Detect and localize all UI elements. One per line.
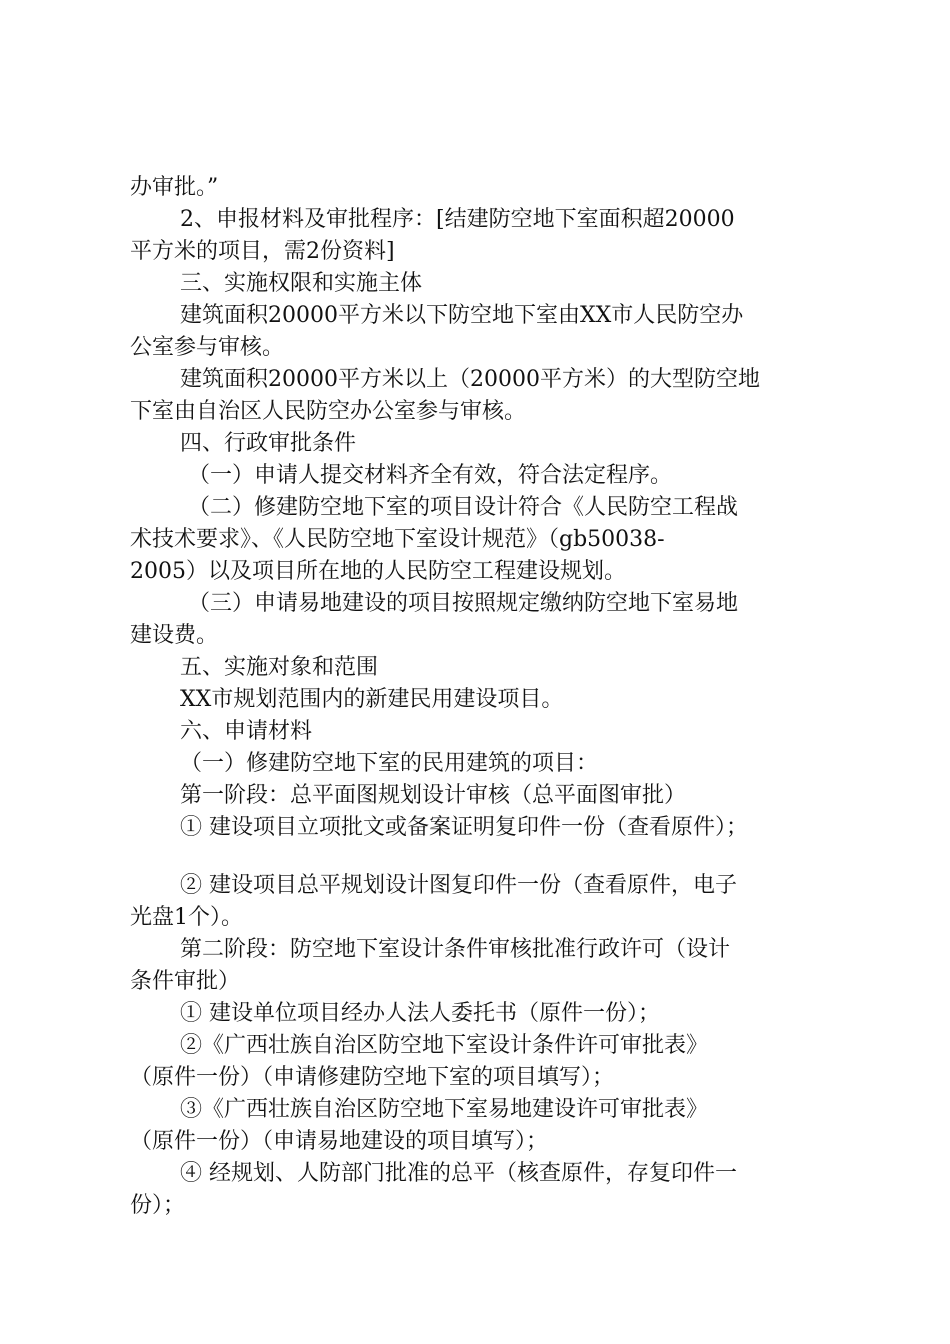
text-line: （一）修建防空地下室的民用建筑的项目： <box>180 751 599 776</box>
list-item: ②《广西壮族自治区防空地下室设计条件许可审批表》 <box>180 1033 709 1058</box>
text-line: （原件一份）（申请修建防空地下室的项目填写）； <box>130 1065 615 1090</box>
list-item: ① 建设项目立项批文或备案证明复印件一份（查看原件）； <box>180 815 748 840</box>
text-line: （三）申请易地建设的项目按照规定缴纳防空地下室易地 <box>188 591 739 616</box>
list-item: ① 建设单位项目经办人法人委托书（原件一份）； <box>180 1001 660 1026</box>
blank-gap <box>130 844 832 870</box>
text-line: 建筑面积20000平方米以下防空地下室由XX市人民防空办 <box>180 303 744 328</box>
text-line: 第二阶段：防空地下室设计条件审核批准行政许可（设计 <box>180 937 731 962</box>
text-line: 建筑面积20000平方米以上（20000平方米）的大型防空地 <box>180 367 760 392</box>
text-line: 第一阶段：总平面图规划设计审核（总平面图审批） <box>180 783 687 808</box>
list-item: ② 建设项目总平规划设计图复印件一份（查看原件，电子 <box>180 873 737 898</box>
section-heading: 六、申请材料 <box>180 719 313 744</box>
text-line: 2、申报材料及审批程序：[结建防空地下室面积超20000 <box>180 207 735 232</box>
text-line: （原件一份）（申请易地建设的项目填写）； <box>130 1129 549 1154</box>
section-heading: 四、行政审批条件 <box>180 431 357 456</box>
text-line: XX市规划范围内的新建民用建设项目。 <box>180 687 564 712</box>
text-line: 光盘1个）。 <box>130 905 243 930</box>
text-line: 术技术要求》、《人民防空地下室设计规范》（gb50038- <box>130 527 665 552</box>
section-heading: 五、实施对象和范围 <box>180 655 379 680</box>
text-line: 2005）以及项目所在地的人民防空工程建设规划。 <box>130 559 626 584</box>
text-line: （一）申请人提交材料齐全有效，符合法定程序。 <box>188 463 673 488</box>
text-line: （二）修建防空地下室的项目设计符合《人民防空工程战 <box>188 495 739 520</box>
text-line: 办审批。” <box>130 175 219 200</box>
text-line: 平方米的项目，需2份资料] <box>130 239 395 264</box>
list-item: ④ 经规划、人防部门批准的总平（核查原件，存复印件一 <box>180 1161 737 1186</box>
text-line: 条件审批） <box>130 969 241 994</box>
list-item: ③《广西壮族自治区防空地下室易地建设许可审批表》 <box>180 1097 709 1122</box>
text-line: 建设费。 <box>130 623 219 648</box>
document-body <box>130 172 832 1222</box>
text-line: 份）； <box>130 1193 186 1218</box>
text-line: 下室由自治区人民防空办公室参与审核。 <box>130 399 527 424</box>
text-line: 公室参与审核。 <box>130 335 285 360</box>
section-heading: 三、实施权限和实施主体 <box>180 271 423 296</box>
